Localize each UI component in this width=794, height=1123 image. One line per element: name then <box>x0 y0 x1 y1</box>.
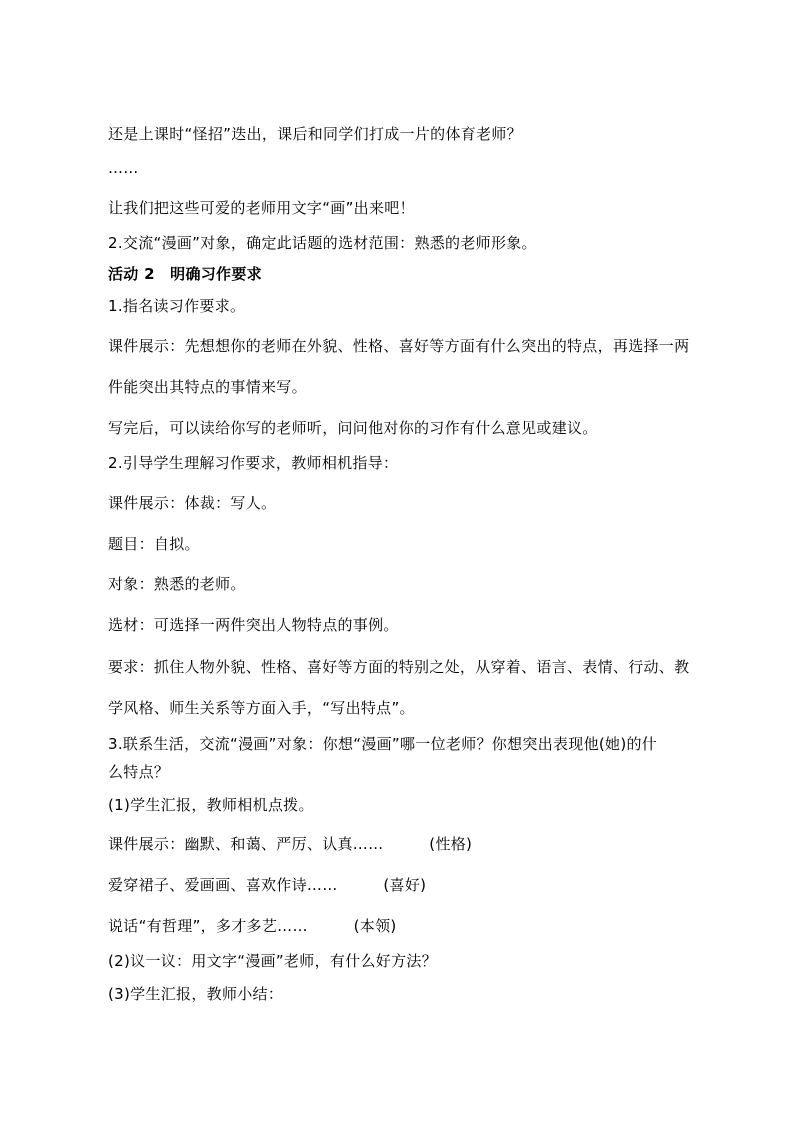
list-item: (2)议一议：用文字“漫画”老师，有什么好方法？ <box>108 952 437 970</box>
paragraph-line: 么特点？ <box>108 763 170 781</box>
paragraph-line: 学风格、师生关系等方面入手，“写出特点”。 <box>108 699 415 717</box>
paragraph-line: 让我们把这些可爱的老师用文字“画”出来吧！ <box>108 199 415 217</box>
paragraph-line: 说话“有哲理”，多才多艺…… (本领) <box>108 917 397 935</box>
list-item: 3.联系生活，交流“漫画”对象：你想“漫画”哪一位老师？你想突出表现他(她)的什 <box>108 735 658 753</box>
paragraph-line: 课件展示：幽默、和蔼、严厉、认真…… (性格) <box>108 835 473 853</box>
list-item: (1)学生汇报，教师相机点拨。 <box>108 796 314 814</box>
paragraph-line: 爱穿裙子、爱画画、喜欢作诗…… (喜好) <box>108 876 427 894</box>
paragraph-line: 写完后，可以读给你写的老师听，问问他对你的习作有什么意见或建议。 <box>108 419 598 437</box>
paragraph-line: 选材：可选择一两件突出人物特点的事例。 <box>108 616 399 634</box>
list-item: (3)学生汇报，教师小结： <box>108 985 284 1003</box>
ellipsis-line: …… <box>108 159 139 177</box>
paragraph-line: 要求：抓住人物外貌、性格、喜好等方面的特别之处，从穿着、语言、表情、行动、教 <box>108 658 690 676</box>
paragraph-line: 对象：熟悉的老师。 <box>108 575 246 593</box>
paragraph-line: 课件展示：体裁：写人。 <box>108 494 277 512</box>
paragraph-line: 题目：自拟。 <box>108 535 200 553</box>
list-item: 2.引导学生理解习作要求，教师相机指导： <box>108 454 399 472</box>
paragraph-line: 课件展示：先想想你的老师在外貌、性格、喜好等方面有什么突出的特点，再选择一两 <box>108 337 690 355</box>
section-heading: 活动 2 明确习作要求 <box>108 265 262 283</box>
list-item: 1.指名读习作要求。 <box>108 297 246 315</box>
list-item: 2.交流“漫画”对象，确定此话题的选材范围：熟悉的老师形象。 <box>108 234 537 252</box>
paragraph-line: 件能突出其特点的事情来写。 <box>108 378 307 396</box>
paragraph-line: 还是上课时“怪招”迭出，课后和同学们打成一片的体育老师？ <box>108 125 522 143</box>
